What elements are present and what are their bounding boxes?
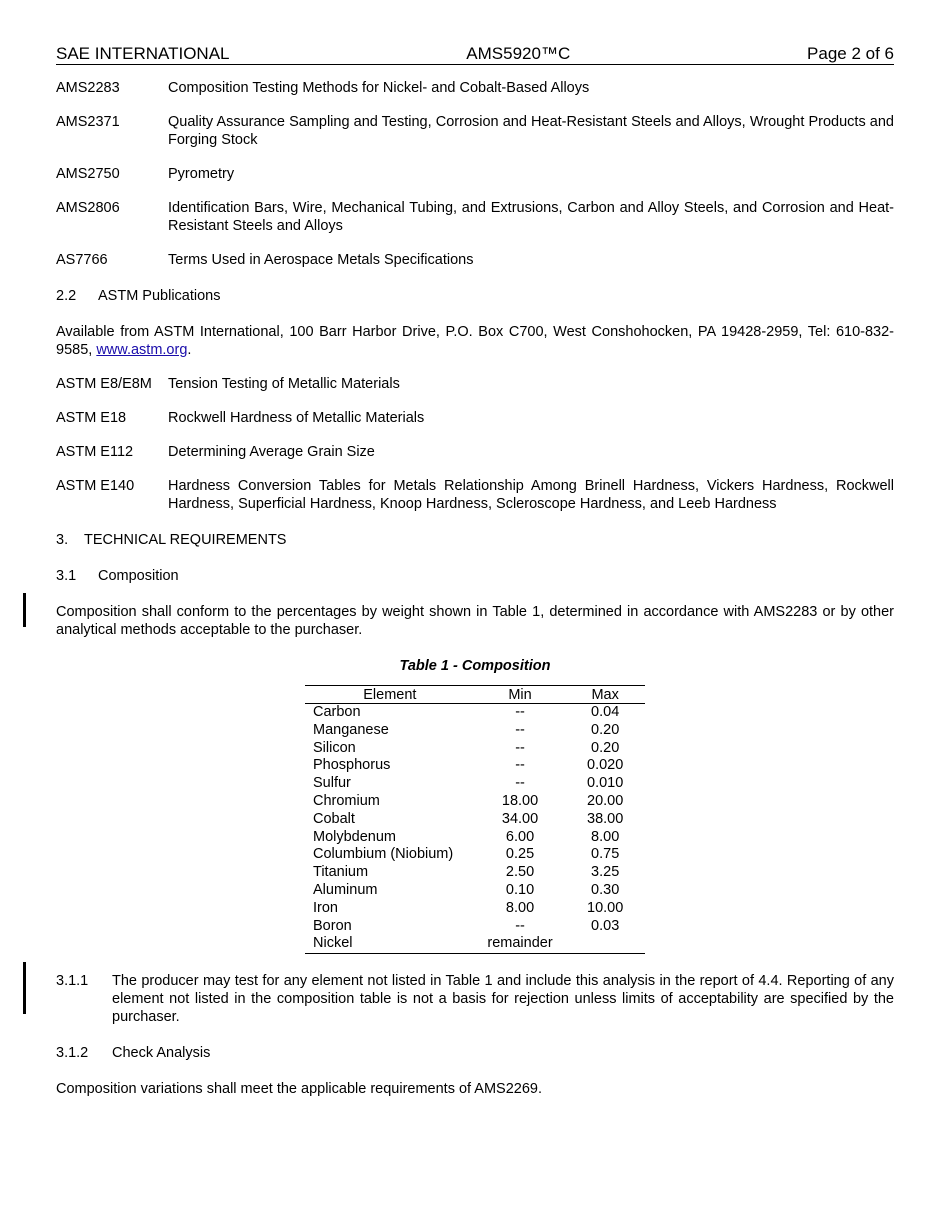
reference-code: AMS2806 bbox=[56, 200, 120, 216]
column-header-max: Max bbox=[565, 686, 645, 704]
min-cell: -- bbox=[515, 704, 525, 720]
max-cell: 0.20 bbox=[591, 739, 620, 756]
element-cell: Chromium bbox=[313, 792, 380, 809]
reference-item bbox=[56, 79, 894, 97]
table-row bbox=[305, 757, 645, 775]
reference-title: Pyrometry bbox=[168, 166, 235, 182]
table-header-row bbox=[305, 686, 645, 704]
element-cell: Titanium bbox=[313, 864, 369, 881]
reference-title: Quality Assurance Sampling and Testing, Corrosion and Heat-Resistant Steels and Alloys, Wrought Products and Forging Stock bbox=[168, 114, 894, 148]
section-number: 3.1.2 bbox=[56, 1045, 89, 1062]
reference-code: AMS2371 bbox=[56, 114, 120, 130]
reference-title: Composition Testing Methods for Nickel- and Cobalt-Based Alloys bbox=[168, 80, 590, 96]
composition-text: Composition shall conform to the percentages by weight shown in Table 1, determined in accordance with AMS2283 or by other analytical methods acceptable to the purchaser. bbox=[56, 604, 894, 638]
reference-title: Hardness Conversion Tables for Metals Relationship Among Brinell Hardness, Vickers Hardness, Rockwell Hardness, Superficial Hardness, Knoop Hardness, Scleroscope Hardness, and Leeb Hardness bbox=[168, 478, 894, 512]
reference-item bbox=[56, 113, 894, 149]
section-title: Composition bbox=[98, 568, 179, 584]
section-number: 3.1.1 bbox=[56, 973, 89, 990]
document-page bbox=[56, 44, 894, 1098]
max-cell: 0.010 bbox=[587, 775, 624, 792]
table-row bbox=[305, 900, 645, 918]
reference-code: ASTM E8/E8M bbox=[56, 376, 152, 392]
element-cell: Columbium (Niobium) bbox=[313, 846, 454, 863]
min-cell: -- bbox=[515, 757, 525, 774]
section-number: 2.2 bbox=[56, 288, 77, 304]
max-cell: 0.04 bbox=[591, 704, 620, 720]
table-row bbox=[305, 811, 645, 829]
section-3-1-1 bbox=[56, 972, 894, 1026]
reference-title: Tension Testing of Metallic Materials bbox=[168, 376, 400, 392]
astm-website-link[interactable]: www.astm.org bbox=[96, 342, 188, 358]
element-cell: Molybdenum bbox=[313, 828, 397, 845]
element-cell: Carbon bbox=[313, 704, 361, 720]
element-cell: Iron bbox=[313, 899, 338, 916]
min-cell: 8.00 bbox=[505, 899, 535, 916]
composition-paragraph bbox=[56, 603, 894, 639]
reference-code: AS7766 bbox=[56, 252, 108, 268]
element-cell: Nickel bbox=[305, 935, 475, 953]
revision-change-bar bbox=[23, 962, 26, 1014]
table-row bbox=[305, 846, 645, 864]
max-cell: 0.03 bbox=[591, 917, 620, 934]
element-cell: Manganese bbox=[313, 721, 389, 738]
section-heading-2-2 bbox=[56, 287, 894, 305]
header-doc-id: AMS5920™C bbox=[466, 44, 571, 63]
reference-code: ASTM E112 bbox=[56, 444, 134, 460]
min-cell: 18.00 bbox=[501, 792, 539, 809]
max-cell: 0.30 bbox=[591, 881, 620, 898]
min-cell: 34.00 bbox=[501, 810, 539, 827]
section-title: TECHNICAL REQUIREMENTS bbox=[84, 532, 287, 548]
reference-title: Rockwell Hardness of Metallic Materials bbox=[168, 410, 425, 426]
section-title: Check Analysis bbox=[112, 1045, 211, 1062]
element-cell: Aluminum bbox=[313, 881, 378, 898]
min-cell: -- bbox=[515, 917, 525, 934]
element-cell: Sulfur bbox=[313, 775, 351, 792]
min-cell: 0.10 bbox=[505, 881, 535, 898]
min-cell: -- bbox=[515, 721, 525, 738]
reference-code: ASTM E18 bbox=[56, 410, 127, 426]
table-row bbox=[305, 829, 645, 847]
max-cell bbox=[565, 935, 645, 953]
reference-code: ASTM E140 bbox=[56, 478, 135, 494]
reference-item bbox=[56, 443, 894, 461]
section-text: The producer may test for any element not listed in Table 1 and include this analysis in the report of 4.4. Reporting of any element not listed in the composition table is not a basis for rejection unless limits of acceptability are specified by the purchaser. bbox=[112, 973, 894, 1026]
element-cell: Silicon bbox=[313, 739, 356, 756]
reference-item bbox=[56, 477, 894, 513]
min-cell: 6.00 bbox=[505, 828, 535, 845]
table-row bbox=[305, 775, 645, 793]
min-cell: 0.25 bbox=[505, 846, 535, 863]
table-row bbox=[305, 793, 645, 811]
reference-title: Determining Average Grain Size bbox=[168, 444, 375, 460]
max-cell: 10.00 bbox=[587, 899, 624, 916]
header-org: SAE INTERNATIONAL bbox=[56, 44, 230, 63]
max-cell: 3.25 bbox=[591, 864, 620, 881]
reference-item bbox=[56, 409, 894, 427]
table-row bbox=[305, 864, 645, 882]
reference-title: Identification Bars, Wire, Mechanical Tubing, and Extrusions, Carbon and Alloy Steels, and Corrosion and Heat-Resistant Steels and Alloys bbox=[168, 200, 894, 234]
min-cell: 2.50 bbox=[505, 864, 535, 881]
astm-availability-paragraph bbox=[56, 323, 894, 359]
table-row bbox=[305, 740, 645, 758]
column-header-element: Element bbox=[305, 686, 475, 704]
reference-code: AMS2283 bbox=[56, 80, 120, 96]
max-cell: 8.00 bbox=[591, 828, 620, 845]
reference-item bbox=[56, 251, 894, 269]
max-cell: 38.00 bbox=[587, 810, 624, 827]
section-3-1-2 bbox=[56, 1044, 894, 1062]
section-heading-3-1 bbox=[56, 567, 894, 585]
table-row bbox=[305, 722, 645, 740]
section-heading-3 bbox=[56, 531, 894, 549]
table-row bbox=[305, 882, 645, 900]
astm-availability-end: . bbox=[187, 342, 192, 358]
element-cell: Phosphorus bbox=[313, 757, 391, 774]
table-caption: Table 1 - Composition bbox=[399, 658, 551, 674]
reference-item bbox=[56, 375, 894, 393]
element-cell: Cobalt bbox=[313, 810, 355, 827]
section-number: 3. bbox=[56, 532, 69, 548]
revision-change-bar bbox=[23, 593, 26, 627]
table-row bbox=[305, 704, 645, 722]
min-cell: -- bbox=[515, 739, 525, 756]
table-row bbox=[305, 918, 645, 936]
reference-item bbox=[56, 199, 894, 235]
section-title: ASTM Publications bbox=[98, 288, 221, 304]
element-cell: Boron bbox=[313, 917, 352, 934]
max-cell: 20.00 bbox=[587, 792, 624, 809]
column-header-min: Min bbox=[475, 686, 566, 704]
max-cell: 0.75 bbox=[591, 846, 620, 863]
check-analysis-paragraph: Composition variations shall meet the applicable requirements of AMS2269. bbox=[56, 1081, 543, 1098]
header-page-number: Page 2 of 6 bbox=[807, 44, 894, 63]
reference-code: AMS2750 bbox=[56, 166, 120, 182]
max-cell: 0.20 bbox=[591, 721, 620, 738]
astm-availability-text: Available from ASTM International, 100 Barr Harbor Drive, P.O. Box C700, West Conshohocken, PA 19428-2959, Tel: 610-832-9585, bbox=[56, 324, 894, 358]
max-cell: 0.020 bbox=[587, 757, 624, 774]
table-row bbox=[305, 935, 645, 953]
page-header bbox=[56, 44, 894, 65]
min-cell: remainder bbox=[475, 935, 566, 953]
section-number: 3.1 bbox=[56, 568, 77, 584]
reference-title: Terms Used in Aerospace Metals Specifications bbox=[168, 252, 474, 268]
composition-table bbox=[305, 685, 645, 954]
reference-item bbox=[56, 165, 894, 183]
min-cell: -- bbox=[515, 775, 525, 792]
